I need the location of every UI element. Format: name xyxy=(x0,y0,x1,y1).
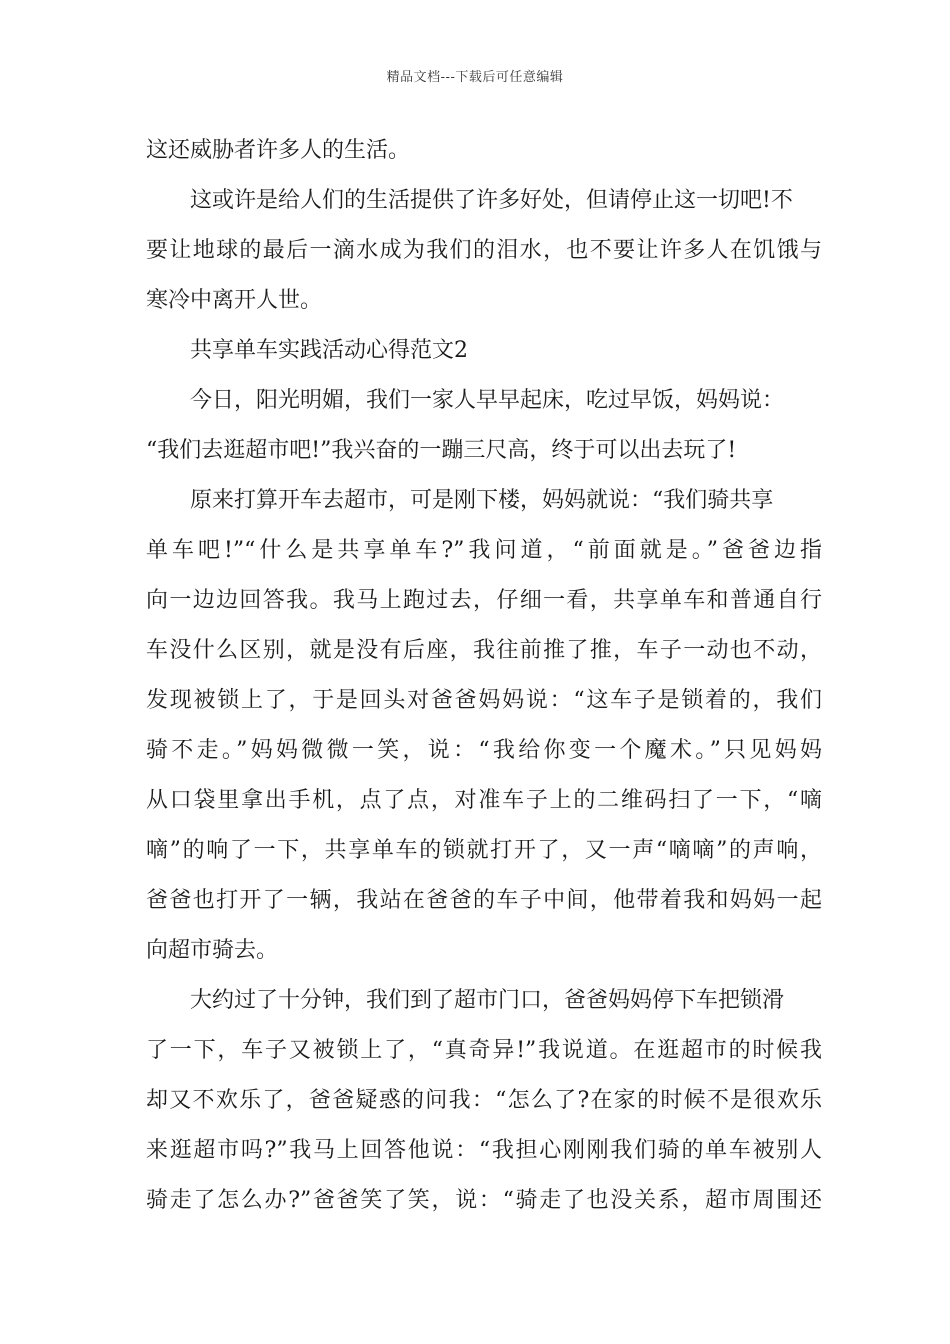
section-heading: 共享单车实践活动心得范文2 xyxy=(190,338,468,363)
text-line: 寒冷中离开人世。 xyxy=(146,288,323,313)
text-line: 发现被锁上了，于是回头对爸爸妈妈说：“这车子是锁着的，我们 xyxy=(146,688,822,713)
text-line: 向超市骑去。 xyxy=(146,938,279,963)
text-line: 爸爸也打开了一辆，我站在爸爸的车子中间，他带着我和妈妈一起 xyxy=(146,888,822,913)
page-header: 精品文档---下载后可任意编辑 xyxy=(386,70,564,85)
text-line: 原来打算开车去超市，可是刚下楼，妈妈就说：“我们骑共享 xyxy=(190,488,774,513)
text-line: 要让地球的最后一滴水成为我们的泪水，也不要让许多人在饥饿与 xyxy=(146,238,822,263)
text-line: 嘀”的响了一下，共享单车的锁就打开了，又一声“嘀嘀”的声响， xyxy=(146,838,822,863)
text-line: 车没什么区别，就是没有后座，我往前推了推，车子一动也不动， xyxy=(146,638,822,663)
text-line: 骑走了怎么办?”爸爸笑了笑，说：“骑走了也没关系，超市周围还 xyxy=(146,1188,822,1213)
text-line: “我们去逛超市吧!”我兴奋的一蹦三尺高，终于可以出去玩了! xyxy=(146,438,737,463)
text-line: 大约过了十分钟，我们到了超市门口，爸爸妈妈停下车把锁滑 xyxy=(190,988,785,1013)
text-line: 却又不欢乐了，爸爸疑惑的问我：“怎么了?在家的时候不是很欢乐 xyxy=(146,1088,822,1113)
text-line: 单车吧!”“什么是共享单车?”我问道，“前面就是。”爸爸边指 xyxy=(146,538,822,563)
text-line: 这还威胁者许多人的生活。 xyxy=(146,138,411,163)
text-line: 来逛超市吗?”我马上回答他说：“我担心刚刚我们骑的单车被别人 xyxy=(146,1138,822,1163)
text-line: 了一下，车子又被锁上了，“真奇异!”我说道。在逛超市的时候我 xyxy=(146,1038,822,1063)
text-line: 这或许是给人们的生活提供了许多好处，但请停止这一切吧!不 xyxy=(190,188,793,213)
text-line: 向一边边回答我。我马上跑过去，仔细一看，共享单车和普通自行 xyxy=(146,588,822,613)
text-line: 骑不走。”妈妈微微一笑，说：“我给你变一个魔术。”只见妈妈 xyxy=(146,738,822,763)
text-line: 今日，阳光明媚，我们一家人早早起床，吃过早饭，妈妈说： xyxy=(190,388,785,413)
text-line: 从口袋里拿出手机，点了点，对准车子上的二维码扫了一下，“嘀 xyxy=(146,788,822,813)
